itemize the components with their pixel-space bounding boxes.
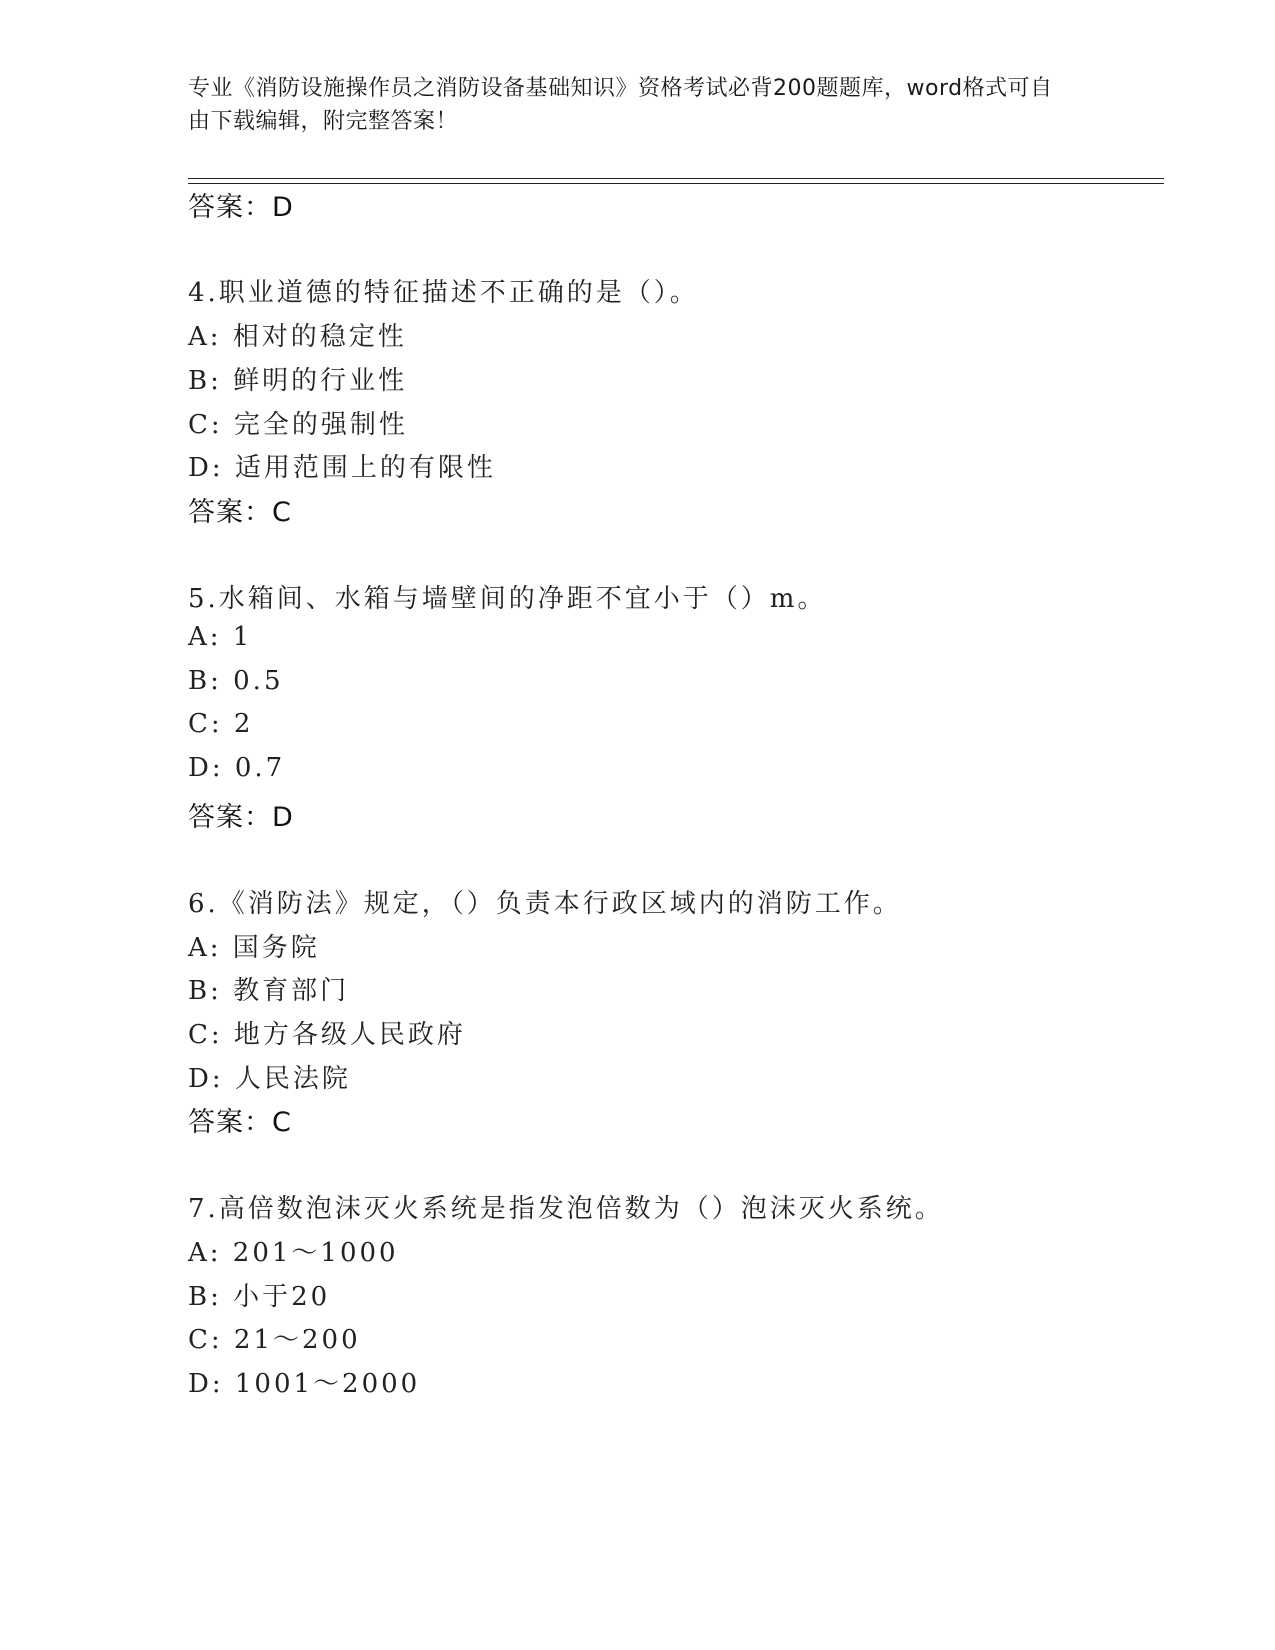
question-6-stem: 6.《消防法》规定，（）负责本行政区域内的消防工作。	[188, 889, 902, 919]
question-5-option-a: A: 1	[188, 622, 253, 652]
question-4-stem: 4.职业道德的特征描述不正确的是（）。	[188, 278, 699, 308]
question-5-option-d: D: 0.7	[188, 753, 286, 783]
question-5-option-b: B: 0.5	[188, 666, 284, 696]
question-7-option-a: A: 201～1000	[188, 1238, 399, 1268]
document-header: 专业《消防设施操作员之消防设备基础知识》资格考试必背200题题库，word格式可自由下载编辑，附完整答案！	[188, 76, 1053, 134]
question-7-option-c: C: 21～200	[188, 1325, 361, 1355]
header-rule-top	[188, 178, 1164, 179]
question-6-option-b: B: 教育部门	[188, 976, 350, 1006]
question-5-stem: 5.水箱间、水箱与墙壁间的净距不宜小于（）m。	[188, 584, 827, 614]
question-7-option-d: D: 1001～2000	[188, 1369, 421, 1399]
question-4-answer: 答案：C	[188, 497, 292, 528]
question-4-option-a: A: 相对的稳定性	[188, 322, 407, 352]
question-5-answer: 答案：D	[188, 802, 294, 833]
question-6-option-d: D: 人民法院	[188, 1064, 351, 1094]
question-7-stem: 7.高倍数泡沫灭火系统是指发泡倍数为（）泡沫灭火系统。	[188, 1194, 944, 1224]
question-6-option-c: C: 地方各级人民政府	[188, 1020, 466, 1050]
question-4-option-b: B: 鲜明的行业性	[188, 366, 408, 396]
answer-prev: 答案：D	[188, 192, 294, 223]
question-5-option-c: C: 2	[188, 709, 254, 739]
question-7-option-b: B: 小于20	[188, 1282, 331, 1312]
question-4-option-d: D: 适用范围上的有限性	[188, 453, 496, 483]
question-6-option-a: A: 国务院	[188, 933, 320, 963]
header-rule-bottom	[188, 183, 1164, 184]
question-4-option-c: C: 完全的强制性	[188, 410, 408, 440]
question-6-answer: 答案：C	[188, 1107, 292, 1138]
